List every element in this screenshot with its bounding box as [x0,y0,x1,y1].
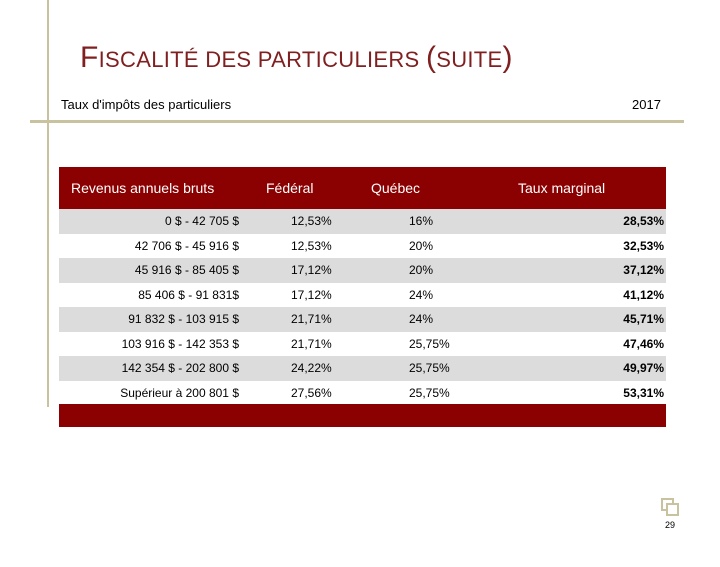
cell-revenus: 45 916 $ - 85 405 $ [134,263,239,277]
header-federal: Fédéral [266,180,314,196]
header-revenus: Revenus annuels bruts [71,180,215,196]
cell-federal: 21,71% [291,312,332,326]
slide-subtitle: Taux d'impôts des particuliers [61,97,232,112]
table-row [59,381,666,406]
cell-federal: 12,53% [291,214,332,228]
slide-title [80,38,513,80]
title-fragment: ) [502,41,513,74]
table-row [59,258,666,283]
cell-quebec: 25,75% [409,336,450,351]
cell-revenus: 85 406 $ - 91 831$ [138,287,239,302]
cell-federal: 27,56% [291,385,332,400]
cell-federal: 24,22% [291,361,332,375]
page-number: 29 [665,520,676,530]
table-row [59,209,666,234]
tax-table-body [59,209,666,405]
title-fragment: SUITE [436,47,503,72]
cell-revenus: 0 $ - 42 705 $ [164,214,239,228]
title-fragment: ( [425,41,437,74]
cell-taux-marginal: 28,53% [623,214,664,228]
cell-revenus: 103 916 $ - 142 353 $ [121,336,239,351]
cell-federal: 21,71% [291,336,332,351]
cell-taux-marginal: 47,46% [623,336,664,351]
table-row [59,307,666,332]
table-row [59,234,666,259]
cell-revenus: 91 832 $ - 103 915 $ [128,312,239,326]
decorative-horizontal-rule [30,120,684,123]
cell-quebec: 25,75% [409,361,450,375]
table-row [59,283,666,308]
cell-revenus: 42 706 $ - 45 916 $ [134,238,239,253]
cell-taux-marginal: 37,12% [623,263,664,277]
table-row [59,356,666,381]
cell-federal: 12,53% [291,238,332,253]
table-header [59,167,666,209]
cell-quebec: 16% [409,214,434,228]
title-fragment: F [80,41,99,74]
cell-quebec: 24% [409,287,434,302]
cell-quebec: 25,75% [409,385,450,400]
decorative-vertical-rule [47,0,49,407]
cell-federal: 17,12% [291,263,332,277]
title-fragment: ISCALITÉ DES PARTICULIERS [98,47,426,72]
cell-revenus: Supérieur à 200 801 $ [120,385,239,400]
cell-quebec: 20% [409,238,434,253]
cell-quebec: 20% [409,263,434,277]
cell-taux-marginal: 41,12% [623,287,664,302]
header-quebec: Québec [371,180,421,196]
header-taux-marginal: Taux marginal [518,180,606,196]
cell-revenus: 142 354 $ - 202 800 $ [121,361,239,375]
cell-quebec: 24% [409,312,434,326]
cell-taux-marginal: 32,53% [623,238,664,253]
slide-year: 2017 [632,97,661,112]
table-footer-band [59,404,666,427]
table-row [59,332,666,357]
cell-taux-marginal: 53,31% [623,385,664,400]
cell-taux-marginal: 49,97% [623,361,664,375]
cell-federal: 17,12% [291,287,332,302]
cell-taux-marginal: 45,71% [623,312,664,326]
